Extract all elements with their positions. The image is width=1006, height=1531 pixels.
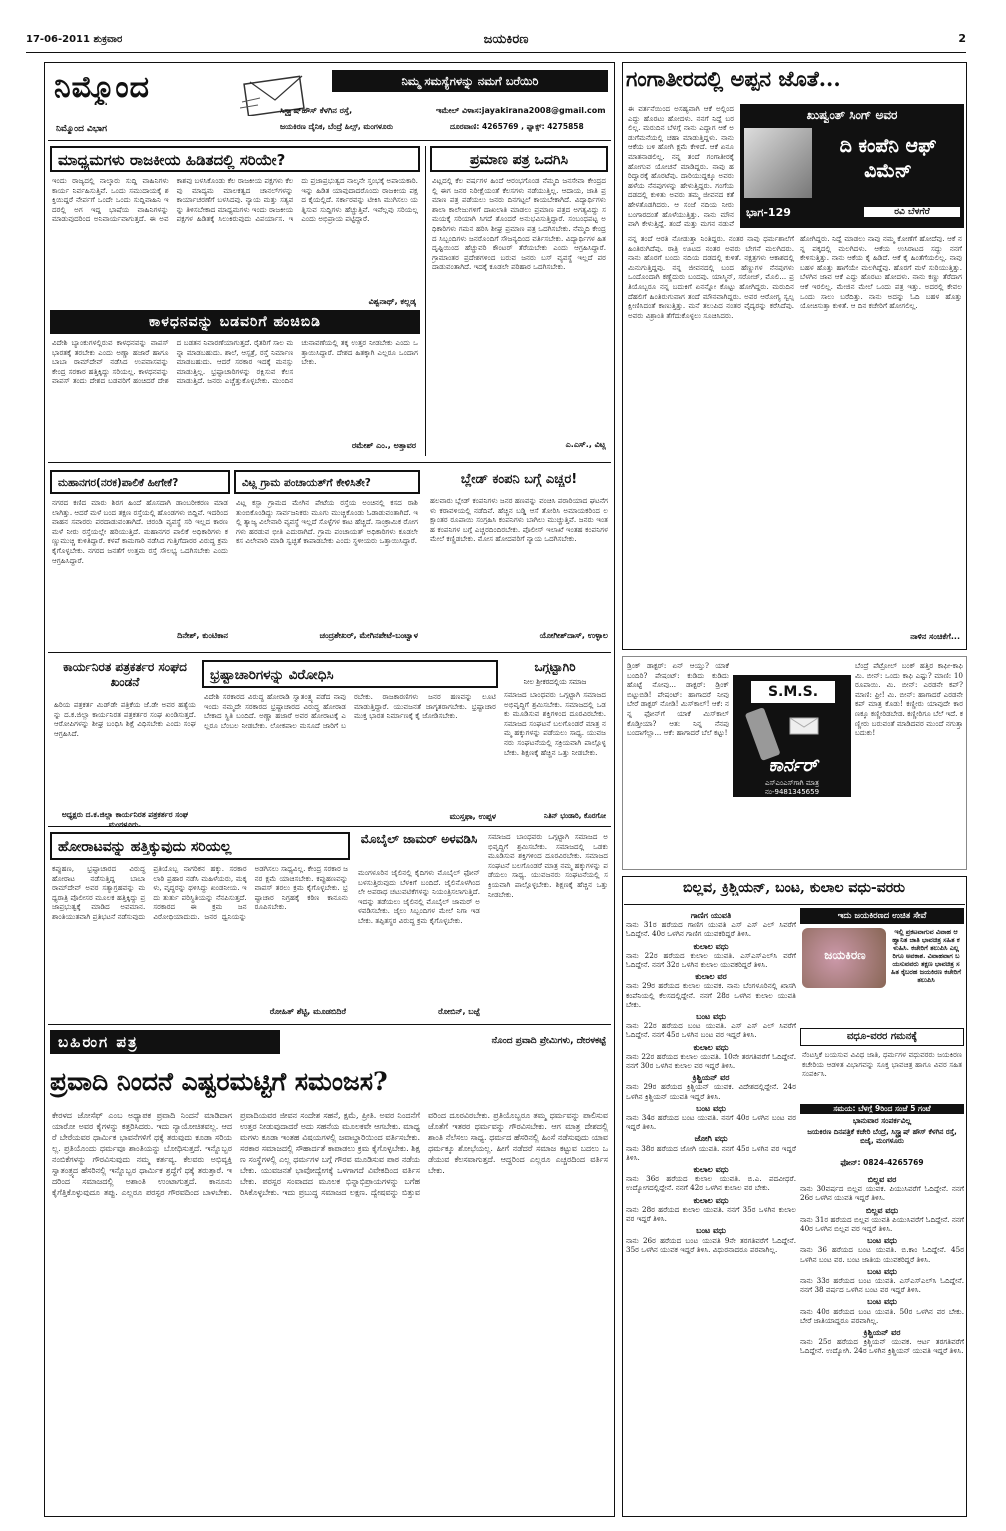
matrimony-heading: ಕುಲಾಲ ವಧು xyxy=(693,1041,729,1052)
article-body-jammer: ಮಂಗಳೂರಿನ ಜೈಲಿನಲ್ಲಿ ಕೈದಿಗಳು ಮೊಬೈಲ್ ಫೋನ್ ಬಳಸುತ್ತಿರುವುದು ಬೆಳಕಿಗೆ ಬಂದಿದೆ. ಜೈಲಿನೊಳಗಿಂದಲೇ ಅಪರಾಧ ಚಟುವಟಿಕೆಗಳನ್ನು ನಿಯಂತ್ರಿಸಲಾಗುತ್ತಿದೆ. ಇದನ್ನು ತಡೆಯಲು ಜೈಲಿನಲ್ಲಿ ಮೊಬೈಲ್ ಜಾಮರ್ ಅಳವಡಿಸಬೇಕು. ಜೈಲು ಸಿಬ್ಬಂದಿಗಳ ಮೇಲೆ ನಿಗಾ ಇಡಬೇಕು. ತಪ್ಪಿತಸ್ಥರ ವಿರುದ್ಧ ಕ್ರಮ ಕೈಗೊಳ್ಳಬೇಕು. xyxy=(358,868,480,925)
matrimony-heading: ಬಂಟ ವಧು xyxy=(696,1225,726,1236)
vadhu-entries-right xyxy=(800,1175,964,1356)
sms-brand: ಕಾರ್ನರ್ xyxy=(768,755,818,776)
vadhu-entries-left xyxy=(626,911,796,1254)
matrimony-heading: ಕುಲಾಲ ವಧು xyxy=(693,940,729,951)
matrimony-entry: ನಾನು 38ರ ಹರೆಯದ ಜೋಗಿ ಯುವತಿ. ನನಗೆ 45ರ ಒಳಗಿನ ವರ ಇದ್ದರೆ ತಿಳಿಸಿ. xyxy=(626,1143,796,1162)
nimmonda-address1: ಸಿಸ್ಟ್ರ್ಯಾಷ್‌ಹೌಸ್ ಕೆಳಗಿನ ರಸ್ತೆ, xyxy=(280,106,353,115)
divider xyxy=(48,140,611,141)
article-body-patrakartha: ಹಿರಿಯ ಪತ್ರಕರ್ತ ಮಿಡ್‌ಡೇ ಪತ್ರಿಕೆಯ ಜೆ.ಡೇ ಅವರ ಹತ್ಯೆಯನ್ನು ದ.ಕ.ಜಿಲ್ಲಾ ಕಾರ್ಯನಿರತ ಪತ್ರಕರ್ತರ ಸಂಘ ಖಂಡಿಸುತ್ತದೆ. ಆರೋಪಿಗಳನ್ನು ಶೀಘ್ರ ಬಂಧಿಸಿ ಶಿಕ್ಷೆ ವಿಧಿಸಬೇಕು ಎಂದು ಸಂಘ ಆಗ್ರಹಿಸಿದೆ. xyxy=(54,700,196,738)
article-byline-jammer: ರೋಬಿನ್, ಬಜ್ಪೆ xyxy=(438,1007,480,1016)
matrimony-entry: ನಾನು 28ರ ಹರೆಯದ ಕುಲಾಲ ಯುವತಿ. ನನಗೆ 35ರ ಒಳಗಿನ ಕುಲಾಲ ವರ ಇದ್ದರೆ ತಿಳಿಸಿ. xyxy=(626,1204,796,1224)
serial-translator: ರವಿ ಬೆಳಗೆರೆ xyxy=(864,207,960,217)
bahiranga-sub: ನೊಂದ ಪ್ರವಾದಿ ಪ್ರೇಮಿಗಳು, ದೇರಳಕಟ್ಟೆ xyxy=(491,1036,606,1046)
article-body-horata: ಕಪ್ಪುಹಣ, ಭ್ರಷ್ಟಾಚಾರದ ವಿರುದ್ಧ ಹೋರಾಟ ನಡೆಸುತ್ತಿದ್ದ ಬಾಬಾ ರಾಮ್‌ದೇವ್ ಅವರ ಸತ್ಯಾಗ್ರಹವನ್ನು ಮಧ್ಯರಾತ್ರಿ ಪೊಲೀಸರ ಮೂಲಕ ಹತ್ತಿಕ್ಕಿದ್ದು ಪ್ರಜಾಪ್ರಭುತ್ವಕ್ಕೆ ಮಾಡಿದ ಅವಮಾನ. ಶಾಂತಿಯುತವಾಗಿ ಪ್ರತಿಭಟನೆ ನಡೆಸುವುದು ಪ್ರತಿಯೊಬ್ಬ ನಾಗರಿಕನ ಹಕ್ಕು. ಸರಕಾರ ಲಾಠಿ ಪ್ರಹಾರ ನಡೆಸಿ ಮಹಿಳೆಯರು, ಮಕ್ಕಳು, ವೃದ್ಧರನ್ನು ಥಳಿಸಿದ್ದು ಖಂಡನೀಯ. ಇದು ತುರ್ತು ಪರಿಸ್ಥಿತಿಯನ್ನು ನೆನಪಿಸುತ್ತದೆ. ಸರಕಾರದ ಈ ಕ್ರಮ ಜನವಿರೋಧಿಯಾದುದು. ಜನರ ಧ್ವನಿಯನ್ನು ಅಡಗಿಸಲು ಸಾಧ್ಯವಿಲ್ಲ. ಕೇಂದ್ರ ಸರಕಾರ ಜನರ ಕ್ಷಮೆ ಯಾಚಿಸಬೇಕು. ಕಪ್ಪುಹಣವನ್ನು ವಾಪಸ್ ತರಲು ಕ್ರಮ ಕೈಗೊಳ್ಳಬೇಕು. ಭ್ರಷ್ಟಾಚಾರ ನಿಗ್ರಹಕ್ಕೆ ಕಠಿಣ ಕಾನೂನು ರೂಪಿಸಬೇಕು. xyxy=(52,864,348,921)
nimmonda-phone: ದೂರವಾಣಿ: 4265769 , ಫ್ಯಾಕ್ಸ್: 4275858 xyxy=(450,122,584,131)
vadhu-list-left xyxy=(626,908,796,1512)
matrimony-entry: ನಾನು 33ರ ಹರೆಯದ ಬಂಟ ಯುವತಿ. ಎಸ್‌ಎಸ್‌ಎಲ್‌ಸಿ ಓದಿದ್ದೇನೆ. ನನಗೆ 38 ವರ್ಷದ ಒಳಗಿನ ಬಂಟ ವರ ಇದ್ದರೆ ತಿಳಿಸಿ. xyxy=(800,1276,964,1295)
matrimony-entry: ನಾನು 40ರ ಹರೆಯದ ಬಂಟ ಯುವತಿ. 50ರ ಒಳಗಿನ ವರ ಬೇಕು. ಬೇರೆ ಜಾತಿಯಾದ್ದರೂ ಪರವಾಗಿಲ್ಲ. xyxy=(800,1306,964,1325)
vadhu-service-bar: ಇದು ಜಯಕಿರಣದ ಉಚಿತ ಸೇವೆ xyxy=(800,908,964,924)
bahiranga-title: ಬಹಿರಂಗ ಪತ್ರ xyxy=(50,1030,280,1054)
matrimony-heading: ಗಾಣಿಗ ಯುವತಿ xyxy=(690,910,732,920)
issue-date: 17-06-2011 ಶುಕ್ರವಾರ xyxy=(26,34,123,45)
vadhu-office: ಜಯಕಿರಣ ದಿನಪತ್ರಿಕೆ ಕಚೇರಿ ಬೆಂದ್ರೆ, ಸಿಸ್ಟ್ರ್ಯಾಷ್ ಹೌಸ್ ಕೆಳಗಿನ ರಸ್ತೆ, ಬಿಜೈ, ಮಂಗಳೂರು xyxy=(807,1128,957,1145)
serial-body-left: ನನ್ನ ತಂದೆ ಆರತಿ ನೋಡುತ್ತಾ ನಿಂತಿದ್ದರು. ನಂತರ ನಾವು ಧರ್ಮಶಾಲೆಗೆ ಹಿಂತಿರುಗಿದೆವು. ರಾತ್ರಿ ಊಟದ ನಂತರ ಅವರು ಬೇಗನೆ ಮಲಗಿದರು. ನಾನು ಹೊರಗೆ ಬಂದು ನದಿಯ ದಡದಲ್ಲಿ ಕುಳಿತೆ. ನಕ್ಷತ್ರಗಳು ಆಕಾಶದಲ್ಲಿ ಮಿನುಗುತ್ತಿದ್ದವು. ನನ್ನ ಜೀವನದಲ್ಲಿ ಬಂದ ಹೆಣ್ಣುಗಳ ನೆನಪುಗಳು ಒಂದೊಂದಾಗಿ ಕಣ್ಣೆದುರು ಬಂದವು. ಯಾಸ್ಮಿನ್, ಸರೋಜ್, ಮೊಲಿ... ಪ್ರತಿಯೊಬ್ಬರೂ ನನ್ನ ಬದುಕಿಗೆ ಏನನ್ನೋ ಕೊಟ್ಟು ಹೋಗಿದ್ದರು. ಮರುದಿನ ದೆಹಲಿಗೆ ಹಿಂತಿರುಗುವಾಗ ತಂದೆ ಮೌನವಾಗಿದ್ದರು. ಅವರ ಆರೋಗ್ಯ ಸ್ವಲ್ಪ ಕ್ಷೀಣಿಸಿದಂತೆ ಕಾಣುತ್ತಿತ್ತು. ಮನೆ ತಲುಪಿದ ನಂತರ ವೈದ್ಯರನ್ನು ಕರೆಸಿದೆವು. ಅವರು ವಿಶ್ರಾಂತಿ ತೆಗೆದುಕೊಳ್ಳಲು ಸೂಚಿಸಿದರು. xyxy=(628,234,794,320)
article-byline-mahanagara: ದಿನೇಶ್, ಕುಂಟಿಕಾನ xyxy=(177,631,228,640)
nimmonda-section: ನಿಮ್ಮೊಂದ ವಿಭಾಗ xyxy=(56,124,108,134)
matrimony-entry: ನಾನು 30ವರ್ಷದ ಬಿಲ್ಲವ ಯುವಕ. ಪಿಯುಸಿವರೆಗೆ ಓದಿದ್ದೇನೆ. ನನಗೆ 26ರ ಒಳಗಿನ ಯುವತಿ ಇದ್ದರೆ ತಿಳಿಸಿ. xyxy=(800,1184,964,1203)
article-byline-oggattu: ನಿತಿನ್ ಭಂಡಾರಿ, ಕೊರಗೋ xyxy=(544,812,606,820)
serial-photo xyxy=(744,128,812,198)
matrimony-entry: ನಾನು 22ರ ಹರೆಯದ ಕುಲಾಲ ಯುವತಿ. ಎಸ್ಎಸ್ಎಲ್‌ಸಿ ವರೆಗೆ ಓದಿದ್ದೇನೆ. ನನಗೆ 32ರ ಒಳಗಿನ ಕುಲಾಲ ಯುವಕರಿದ್ದರೆ ತಿಳಿಸಿ. xyxy=(626,950,796,970)
matrimony-heading: ಬಂಟ ವಧು xyxy=(867,1265,897,1276)
article-pramana-column xyxy=(425,146,611,456)
article-sub-oggattu: ನೀಲ ಶ್ರೀಕರದಲ್ಲಿಯ ಸಮಾಜ xyxy=(523,678,587,686)
serial-author: ಖುಷ್ವಂತ್ ಸಿಂಗ್ ಅವರ xyxy=(806,108,898,122)
serial-body-right: ಹೋಗಿದ್ದರು. ನಿದ್ದೆ ಮಾಡಲು ನಾವು ನಮ್ಮ ಕೋಣೆಗೆ ಹೋದೆವು. ಆಕೆ ನನ್ನ ಪಕ್ಕದಲ್ಲಿ ಮಲಗಿದಳು. ಆಕೆಯ ಉಸಿರಾಟದ ಸದ್ದು ನನಗೆ ಕೇಳಿಸುತ್ತಿತ್ತು. ನಾನು ಆಕೆಯ ಕೈ ಹಿಡಿದೆ. ಆಕೆ ಕೈ ಹಿಂತೆಗೆಯಲಿಲ್ಲ. ನಾವು ಬಹಳ ಹೊತ್ತು ಹಾಗೆಯೇ ಮಲಗಿದ್ದೆವು. ಹೊರಗೆ ಮಳೆ ಸುರಿಯುತ್ತಿತ್ತು. ಬೆಳಗಿನ ಜಾವ ಆಕೆ ಎದ್ದು ಹೊರಟು ಹೋದಳು. ನಾನು ಕಣ್ಣು ತೆರೆದಾಗ ಆಕೆ ಇರಲಿಲ್ಲ. ಮೇಜಿನ ಮೇಲೆ ಒಂದು ಪತ್ರ ಇತ್ತು. ಅದರಲ್ಲಿ ಕೇವಲ ಒಂದು ಸಾಲು ಬರೆದಿತ್ತು. ನಾನು ಅದನ್ನು ಓದಿ ಬಹಳ ಹೊತ್ತು ಯೋಚಿಸುತ್ತಾ ಕುಳಿತೆ. ಆ ದಿನ ಕಚೇರಿಗೆ ಹೋಗಲಿಲ್ಲ. xyxy=(800,234,962,311)
article-title-mahanagara: ಮಹಾನಗರ(ನರಕ)ಪಾಲಿಕೆ ಹೀಗೇಕೆ? xyxy=(50,470,230,494)
matrimony-entry: ನಾನು 29ರ ಹರೆಯದ ಕುಲಾಲ ಯುವಕ. ನಾನು ಬೆಂಗಳೂರಿನಲ್ಲಿ ಖಾಸಗಿ ಕಂಪೆನಿಯಲ್ಲಿ ಕೆಲಸದಲ್ಲಿದ್ದೇನೆ. ನನಗೆ 28ರ ಒಳಗಿನ ಕುಲಾಲ ಯುವತಿ ಬೇಕು. xyxy=(626,981,796,1009)
nimmonda-email: ಇಮೇಲ್ ವಿಳಾಸ:jayakirana2008@gmail.com xyxy=(436,106,606,115)
article-body-bhrashta: ವಿದೇಶಿ ಸರಕಾರದ ವಿರುದ್ಧ ಹೋರಾಡಿ ಸ್ವಾತಂತ್ರ್ಯ ಪಡೆದ ನಾವು ಇಂದು ನಮ್ಮದೇ ಸರಕಾರದ ಭ್ರಷ್ಟಾಚಾರದ ವಿರುದ್ಧ ಹೋರಾಡಬೇಕಾದ ಸ್ಥಿತಿ ಬಂದಿದೆ. ಅಣ್ಣಾ ಹಜಾರೆ ಅವರ ಹೋರಾಟಕ್ಕೆ ಎಲ್ಲರೂ ಬೆಂಬಲ ನೀಡಬೇಕು. ಲೋಕಪಾಲ ಮಸೂದೆ ಜಾರಿಗೆ ಬರಬೇಕು. ರಾಜಕಾರಣಿಗಳು ಜನರ ಹಣವನ್ನು ಲೂಟಿ ಮಾಡುತ್ತಿದ್ದಾರೆ. ಯುವಜನತೆ ಜಾಗೃತರಾಗಬೇಕು. ಭ್ರಷ್ಟಾಚಾರ ಮುಕ್ತ ಭಾರತ ನಿರ್ಮಾಣಕ್ಕೆ ಕೈ ಜೋಡಿಸಬೇಕು. xyxy=(204,692,496,730)
matrimony-entry: ನಾನು 29ರ ಹರೆಯದ ಕ್ರಿಶ್ಚಿಯನ್ ಯುವಕ. ವಿದೇಶದಲ್ಲಿದ್ದೇನೆ. 24ರ ಒಳಗಿನ ಕ್ರಿಶ್ಚಿಯನ್ ಯುವತಿ ಇದ್ದರೆ ತಿಳಿಸಿ. xyxy=(626,1082,796,1101)
matrimony-entry: ನಾನು 22ರ ಹರೆಯದ ಬಂಟ ಯುವತಿ. ಎಸ್ ಎಸ್ ಎಲ್ ಸಿವರೆಗೆ ಓದಿದ್ದೇನೆ. ನನಗೆ 45ರ ಒಳಗಿನ ಬಂಟ ವರ ಇದ್ದರೆ ತಿಳಿಸಿ. xyxy=(626,1021,796,1040)
matrimony-heading: ಬಂಟ ವಧು xyxy=(696,1011,726,1022)
serial-body-intro: ಈ ವರ್ತನೆಯಿಂದ ಅಸಹ್ಯವಾಗಿ ಆಕೆ ಅಲ್ಲಿಂದ ಎದ್ದು ಹೊರಟು ಹೋದಳು. ನನಗೆ ನಿದ್ದೆ ಬರಲಿಲ್ಲ. ಮರುದಿನ ಬೆಳಗ್ಗೆ ನಾನು ಎದ್ದಾಗ ಆಕೆ ಅಡುಗೆಮನೆಯಲ್ಲಿ ಚಹಾ ಮಾಡುತ್ತಿದ್ದಳು. ನಾನು ಆಕೆಯ ಬಳಿ ಹೋಗಿ ಕ್ಷಮೆ ಕೇಳಿದೆ. ಆಕೆ ಏನೂ ಮಾತನಾಡಲಿಲ್ಲ. ನನ್ನ ತಂದೆ ಗಂಗಾತೀರಕ್ಕೆ ಹೋಗುವ ಯೋಚನೆ ಮಾಡಿದ್ದರು. ನಾವು ಹರಿದ್ವಾರಕ್ಕೆ ಹೊರಟೆವು. ದಾರಿಯುದ್ದಕ್ಕೂ ಅವರು ಹಳೆಯ ನೆನಪುಗಳನ್ನು ಹೇಳುತ್ತಿದ್ದರು. ಗಂಗೆಯ ದಡದಲ್ಲಿ ಕುಳಿತು ಅವರು ತಮ್ಮ ಜೀವನದ ಕತೆ ಹೇಳತೊಡಗಿದರು. ಆ ಸಂಜೆ ನದಿಯ ನೀರು ಬಂಗಾರದಂತೆ ಹೊಳೆಯುತ್ತಿತ್ತು. ನಾನು ಮೌನವಾಗಿ ಕೇಳುತ್ತಿದ್ದೆ. ತಂದೆ ಮತ್ತು ಮಗನ ನಡುವೆ xyxy=(628,104,734,229)
article-body-blade: ಹಲವಾರು ಬ್ಲೇಡ್ ಕಂಪನಿಗಳು ಜನರ ಹಣವನ್ನು ವಂಚಿಸಿ ಪರಾರಿಯಾದ ಘಟನೆಗಳು ಕರಾವಳಿಯಲ್ಲಿ ನಡೆದಿವೆ. ಹೆಚ್ಚಿನ ಬಡ್ಡಿ ಆಸೆ ತೋರಿಸಿ ಅಮಾಯಕರಿಂದ ಲಕ್ಷಾಂತರ ರೂಪಾಯಿ ಸಂಗ್ರಹಿಸಿ ಕಂಪನಿಗಳು ಬಾಗಿಲು ಮುಚ್ಚುತ್ತಿವೆ. ಜನರು ಇಂತಹ ಕಂಪನಿಗಳ ಬಗ್ಗೆ ಎಚ್ಚರದಿಂದಿರಬೇಕು. ಪೊಲೀಸ್ ಇಲಾಖೆ ಇಂತಹ ಕಂಪನಿಗಳ ಮೇಲೆ ಕಣ್ಣಿಡಬೇಕು. ಮೋಸ ಹೋದವರಿಗೆ ನ್ಯಾಯ ಒದಗಿಸಬೇಕು. xyxy=(430,496,608,544)
page-number: 2 xyxy=(958,32,966,45)
divider xyxy=(48,1024,611,1025)
vadhu-gamana-title: ವಧೂ-ವರರ ಗಮನಕ್ಕೆ xyxy=(800,1028,964,1046)
article-byline-pramana: ಎ.ಎಸ್., ವಿಟ್ಲ xyxy=(565,440,606,449)
article-title-horata: ಹೋರಾಟವನ್ನು ಹತ್ತಿಕ್ಕುವುದು ಸರಿಯಲ್ಲ xyxy=(50,832,350,860)
sms-corner xyxy=(622,656,967,870)
article-body-pramana: ವಿಟ್ಲದಲ್ಲಿ ಕೆಲ ವರ್ಷಗಳ ಹಿಂದೆ ಆರಂಭಗೊಂಡ ನೆಮ್ಮದಿ ಜನಸೇವಾ ಕೇಂದ್ರದಲ್ಲಿ ಈಗ ಜನರ ನಿರೀಕ್ಷೆಯಂತೆ ಕೆಲಸಗಳು ನಡೆಯುತ್ತಿಲ್ಲ. ಆದಾಯ, ಜಾತಿ ಪ್ರಮಾಣ ಪತ್ರ ಪಡೆಯಲು ಜನರು ದಿನಗಟ್ಟಲೆ ಕಾಯಬೇಕಾಗಿದೆ. ವಿದ್ಯಾರ್ಥಿಗಳು ಶಾಲಾ ಕಾಲೇಜುಗಳಿಗೆ ದಾಖಲಾತಿ ಮಾಡಲು ಪ್ರಮಾಣ ಪತ್ರದ ಅಗತ್ಯವಿದ್ದು ಸಮಯಕ್ಕೆ ಸರಿಯಾಗಿ ಸಿಗದೆ ತೊಂದರೆ ಅನುಭವಿಸುತ್ತಿದ್ದಾರೆ. ಸಂಬಂಧಪಟ್ಟ ಅಧಿಕಾರಿಗಳು ಗಮನ ಹರಿಸಿ ಶೀಘ್ರ ಪ್ರಮಾಣ ಪತ್ರ ಒದಗಿಸಬೇಕು. ನೆಮ್ಮದಿ ಕೇಂದ್ರದ ಸಿಬ್ಬಂದಿಗಳು ಜನರೊಂದಿಗೆ ಸೌಜನ್ಯದಿಂದ ವರ್ತಿಸಬೇಕು. ವಿದ್ಯಾರ್ಥಿಗಳ ಹಿತದೃಷ್ಟಿಯಿಂದ ಹೆಚ್ಚುವರಿ ಕೌಂಟರ್ ತೆರೆಯಬೇಕು ಎಂದು ಆಗ್ರಹಿಸಿದ್ದಾರೆ. ಗ್ರಾಮಾಂತರ ಪ್ರದೇಶಗಳಿಂದ ಬರುವ ಜನರು ಬಸ್ ವ್ಯವಸ್ಥೆ ಇಲ್ಲದೆ ಪರದಾಡುವಂತಾಗಿದೆ. ಇದಕ್ಕೆ ಕೂಡಲೇ ಪರಿಹಾರ ಒದಗಿಸಬೇಕು. xyxy=(432,176,606,272)
article-body-oggattu-cont: ಸಮಾಜದ ಬಾಂಧವರು ಒಗ್ಗಟ್ಟಾಗಿ ಸಮಾಜದ ಅಭಿವೃದ್ಧಿಗೆ ಶ್ರಮಿಸಬೇಕು. ಸಮಾಜದಲ್ಲಿ ಒಡಕು ಮೂಡಿಸುವ ಶಕ್ತಿಗಳಿಂದ ದೂರವಿರಬೇಕು. ಸಮಾಜದ ಸಂಘಟನೆ ಬಲಗೊಂಡರೆ ಮಾತ್ರ ನಮ್ಮ ಹಕ್ಕುಗಳನ್ನು ಪಡೆಯಲು ಸಾಧ್ಯ. ಯುವಜನರು ಸಂಘಟನೆಯಲ್ಲಿ ಸಕ್ರಿಯವಾಗಿ ಪಾಲ್ಗೊಳ್ಳಬೇಕು. ಶಿಕ್ಷಣಕ್ಕೆ ಹೆಚ್ಚಿನ ಒತ್ತು ನೀಡಬೇಕು. xyxy=(488,832,608,899)
vadhu-phone: ಫೋನ್: 0824-4265769 xyxy=(840,1158,924,1167)
nimmonda-masthead xyxy=(50,66,610,138)
vadhu-time: ಸಮಯ: ಬೆಳಗ್ಗೆ 9ರಿಂದ ಸಂಜೆ 5 ಗಂಟೆ xyxy=(800,1104,964,1114)
vadhu-ad-text: ಇಲ್ಲಿ ಪ್ರಕಟವಾಗುವ ವಿವಾಹ ಆಹ್ವಾನಿತ ಜಾತಿ ಭಾವಚಿತ್ರ ಸಹಿತ ಕಳುಹಿಸಿ. ಕಚೇರಿಗೆ ತಲುಪಿಸಿ ಎಲ್ಲರಿಗೂ ಅವಕಾಶ. ವಿವಾಹವಾಗ ಬಯಸುವವರು ತಕ್ಷಣ ಭಾವಚಿತ್ರ ಸಹಿತ ಕೈಬರಹ ಜಯಕಿರಣ ಕಚೇರಿಗೆ ತಲುಪಿಸಿ xyxy=(890,928,962,984)
divider xyxy=(48,826,611,827)
article-title-blade: ಬ್ಲೇಡ್ ಕಂಪನಿ ಬಗ್ಗೆ ಎಚ್ಚರ! xyxy=(460,472,578,487)
matrimony-entry: ನಾನು 25ರ ಹರೆಯದ ಕ್ರಿಶ್ಚಿಯನ್ ಯುವಕ. ಆರ್ಟ ತರಗತಿವರೆಗೆ ಓದಿದ್ದೇನೆ. ಉದ್ಯೋಗಿ. 24ರ ಒಳಗಿನ ಕ್ರಿಶ್ಚಿಯನ್ ಯುವತಿ ಇದ್ದರೆ ತಿಳಿಸಿ. xyxy=(800,1337,964,1356)
nimmonda-tagline: ನಿಮ್ಮ ಸಮಸ್ಯೆಗಳನ್ನು ನಮಗೆ ಬರೆಯಿರಿ xyxy=(332,70,608,92)
article-byline-blade: ಯೋಗೀಶ್‌ದಾಸ್, ಉಳ್ಳಾಲ xyxy=(539,631,608,640)
vadhu-ad xyxy=(800,926,964,1024)
article-title-bhrashta: ಭ್ರಷ್ಟಾಚಾರಿಗಳನ್ನು ವಿರೋಧಿಸಿ xyxy=(202,660,498,688)
matrimony-heading: ಕ್ರಿಶ್ಚಿಯನ್ ವರ xyxy=(692,1072,730,1083)
serial-continued: ನಾಳಿನ ಸಂಚಿಕೆಗೆ... xyxy=(910,632,960,641)
paper-name: ಜಯಕಿರಣ xyxy=(483,32,529,47)
matrimony-heading: ಕುಲಾಲ ವಧು xyxy=(693,1164,729,1175)
matrimony-heading: ಜೋಗಿ ವಧು xyxy=(694,1133,728,1144)
matrimony-entry: ನಾನು 34ರ ಹರೆಯದ ಬಂಟ ಯುವತಿ. ನನಗೆ 40ರ ಒಳಗಿನ ಬಂಟ ವರ ಇದ್ದರೆ ತಿಳಿಸಿ. xyxy=(626,1113,796,1132)
matrimony-entry: ನಾನು 36ರ ಹರೆಯದ ಕುಲಾಲ ಯುವತಿ. ಬಿ.ಎ. ಪದವೀಧರೆ. ಉದ್ಯೋಗದಲ್ಲಿದ್ದೇನೆ. ನನಗೆ 42ರ ಒಳಗಿನ ಕುಲಾಲ ವರ ಬೇಕು. xyxy=(626,1174,796,1193)
vadhu-list-right xyxy=(800,1172,964,1512)
article-title-pramana: ಪ್ರಮಾಣ ಪತ್ರ ಒದಗಿಸಿ xyxy=(430,146,608,172)
article-body-pravadi: ಕೇರಳದ ಜೋಸೆಫ್ ಎಂಬ ಅಧ್ಯಾಪಕ ಪ್ರವಾದಿ ನಿಂದನೆ ಮಾಡಿದಾಗ ಯಾರೋ ಅವರ ಕೈಗಳನ್ನು ಕತ್ತರಿಸಿದರು. ಇದು ನ್ಯಾಯೋಚಿತವಲ್ಲ. ಆದರೆ ಬೇರೆಯವರ ಧಾರ್ಮಿಕ ಭಾವನೆಗಳಿಗೆ ಧಕ್ಕೆ ತರುವುದು ಕೂಡಾ ಸರಿಯಲ್ಲ. ಪ್ರತಿಯೊಂದು ಧರ್ಮವೂ ಶಾಂತಿಯನ್ನು ಬೋಧಿಸುತ್ತದೆ. ಇನ್ನೊಬ್ಬರ ನಂಬಿಕೆಗಳನ್ನು ಗೌರವಿಸುವುದು ನಮ್ಮ ಕರ್ತವ್ಯ. ಕೆಲವರು ಅಭಿವ್ಯಕ್ತಿ ಸ್ವಾತಂತ್ರ್ಯದ ಹೆಸರಿನಲ್ಲಿ ಇನ್ನೊಬ್ಬರ ಧಾರ್ಮಿಕ ಶ್ರದ್ಧೆಗೆ ಧಕ್ಕೆ ತರುತ್ತಾರೆ. ಇದರಿಂದ ಸಮಾಜದಲ್ಲಿ ಅಶಾಂತಿ ಉಂಟಾಗುತ್ತದೆ. ಕಾನೂನು ಕೈಗೆತ್ತಿಕೊಳ್ಳುವುದೂ ತಪ್ಪು. ಎಲ್ಲರೂ ಪರಸ್ಪರ ಗೌರವದಿಂದ ಬಾಳಬೇಕು. ಪ್ರವಾದಿಯವರ ಜೀವನ ಸಂದೇಶ ಸಹನೆ, ಕ್ಷಮೆ, ಪ್ರೀತಿ. ಅವರ ನಿಂದನೆಗೆ ಉತ್ತರ ನೀಡುವುದಾದರೆ ಅದು ಸಹನೆಯ ಮೂಲಕವೇ ಆಗಬೇಕು. ಮಾಧ್ಯಮಗಳು ಕೂಡಾ ಇಂತಹ ವಿಷಯಗಳಲ್ಲಿ ಜವಾಬ್ದಾರಿಯಿಂದ ವರ್ತಿಸಬೇಕು. ಸರಕಾರ ಸಮಾಜದಲ್ಲಿ ಸೌಹಾರ್ದತೆ ಕಾಪಾಡಲು ಕ್ರಮ ಕೈಗೊಳ್ಳಬೇಕು. ಶಿಕ್ಷಣ ಸಂಸ್ಥೆಗಳಲ್ಲಿ ಎಲ್ಲ ಧರ್ಮಗಳ ಬಗ್ಗೆ ಗೌರವ ಮೂಡಿಸುವ ಪಾಠ ನಡೆಯಬೇಕು. ಯುವಜನತೆ ಭಾವೋದ್ವೇಗಕ್ಕೆ ಒಳಗಾಗದೆ ವಿವೇಕದಿಂದ ವರ್ತಿಸಬೇಕು. ಪರಸ್ಪರ ಸಂವಾದದ ಮೂಲಕ ಭಿನ್ನಾಭಿಪ್ರಾಯಗಳನ್ನು ಬಗೆಹರಿಸಿಕೊಳ್ಳಬೇಕು. ಇದು ಪ್ರಬುದ್ಧ ಸಮಾಜದ ಲಕ್ಷಣ. ದ್ವೇಷವನ್ನು ಬಿತ್ತುವವರಿಂದ ದೂರವಿರಬೇಕು. ಪ್ರತಿಯೊಬ್ಬರೂ ತಮ್ಮ ಧರ್ಮವನ್ನು ಪಾಲಿಸುವ ಜೊತೆಗೆ ಇತರರ ಧರ್ಮವನ್ನು ಗೌರವಿಸಬೇಕು. ಆಗ ಮಾತ್ರ ದೇಶದಲ್ಲಿ ಶಾಂತಿ ನೆಲೆಸಲು ಸಾಧ್ಯ. ಧರ್ಮದ ಹೆಸರಿನಲ್ಲಿ ಹಿಂಸೆ ನಡೆಸುವುದು ಯಾವ ಧರ್ಮಕ್ಕೂ ಶೋಭೆಯಲ್ಲ. ಹೀಗೆ ನಡೆದರೆ ಸಮಾಜ ಕಟ್ಟುವ ಬದಲು ಒಡೆಯುವ ಕೆಲಸವಾಗುತ್ತದೆ. ಆದ್ದರಿಂದ ಎಲ್ಲರೂ ಎಚ್ಚರದಿಂದ ವರ್ತಿಸಬೇಕು. xyxy=(52,1111,608,1197)
nimmonda-title: ನಿಮ್ಮೊಂದ xyxy=(54,70,151,105)
divider xyxy=(48,652,611,653)
matrimony-entry: ನಾನು 36 ಹರೆಯದ ಬಂಟ ಯುವತಿ. ಬಿ.ಕಾಂ ಓದಿದ್ದೇನೆ. 45ರ ಒಳಗಿನ ಬಂಟ ವರ. ಬಂಟ ಜಾತಿಯ ಯುವಕರಿದ್ದರೆ ತಿಳಿಸಿ. xyxy=(800,1245,964,1264)
sms-jokes-left: ಡ್ರಿಂಕ್ ಡಾಕ್ಟರ್: ಏನ್ ಆಯ್ತು? ಯಾಕೆ ಬಂದಿರಿ? ಪೇಷಂಟ್: ಕುಡಿದು ಕುಡಿದು ಹೊಟ್ಟೆ ನೋವು... ಡಾಕ್ಟರ್: ಡ್ರಿಂಕ್ ಬಿಟ್ಟುಬಿಡಿ! ಪೇಷಂಟ್: ಹಾಗಾದರೆ ನೀವು ಬೇರೆ ಡಾಕ್ಟರ್ ನೋಡಿ! ಮಿಸ್‌ಕಾಲ್! ಆಕೆ: ನನ್ನ ಫೋನ್‌ಗೆ ಯಾಕೆ ಮಿಸ್‌ಕಾಲ್ ಕೊಡ್ತೀಯಾ? ಆತ: ನಿನ್ನ ನೆನಪು ಬಂದಾಗೆಲ್ಲಾ... ಆಕೆ: ಹಾಗಾದರೆ ಬೆಲೆ ಕಟ್ಟು! xyxy=(627,661,729,738)
article-body-kaladhana: ವಿದೇಶಿ ಬ್ಯಾಂಕುಗಳಲ್ಲಿರುವ ಕಾಳಧನವನ್ನು ವಾಪಸ್ ಭಾರತಕ್ಕೆ ತರಬೇಕು ಎಂದು ಅಣ್ಣಾ ಹಜಾರೆ ಹಾಗೂ ಬಾಬಾ ರಾಮ್‌ದೇವ್ ನಡೆಸಿದ ಉಪವಾಸವನ್ನು ಕೇಂದ್ರ ಸರಕಾರ ಹತ್ತಿಕ್ಕಿದ್ದು ಸರಿಯಲ್ಲ. ಕಾಳಧನವನ್ನು ವಾಪಸ್ ತಂದು ದೇಶದ ಬಡವರಿಗೆ ಹಂಚಿದರೆ ದೇಶದ ಬಡತನ ನಿವಾರಣೆಯಾಗುತ್ತದೆ. ರೈತರಿಗೆ ಸಾಲ ಮನ್ನಾ ಮಾಡಬಹುದು. ಶಾಲೆ, ಆಸ್ಪತ್ರೆ, ರಸ್ತೆ ನಿರ್ಮಾಣ ಮಾಡಬಹುದು. ಆದರೆ ಸರಕಾರ ಇದಕ್ಕೆ ಮನಸ್ಸು ಮಾಡುತ್ತಿಲ್ಲ. ಭ್ರಷ್ಟಾಚಾರಿಗಳನ್ನು ರಕ್ಷಿಸುವ ಕೆಲಸ ಮಾಡುತ್ತಿದೆ. ಜನರು ಎಚ್ಚೆತ್ತುಕೊಳ್ಳಬೇಕು. ಮುಂದಿನ ಚುನಾವಣೆಯಲ್ಲಿ ತಕ್ಕ ಉತ್ತರ ನೀಡಬೇಕು ಎಂದು ಒತ್ತಾಯಿಸಿದ್ದಾರೆ. ದೇಶದ ಹಿತಕ್ಕಾಗಿ ಎಲ್ಲರೂ ಒಂದಾಗಬೇಕು. xyxy=(52,338,418,386)
article-title-kaladhana: ಕಾಳಧನವನ್ನು ಬಡವರಿಗೆ ಹಂಚಿಬಿಡಿ xyxy=(50,310,420,334)
article-byline-bhrashta: ಮುಸ್ತಫಾ, ಉಪ್ಪಳ xyxy=(449,812,496,821)
article-title-patrakartha: ಕಾರ್ಯನಿರತ ಪತ್ರಕರ್ತರ ಸಂಘದ ಖಂಡನೆ xyxy=(63,660,187,689)
sms-caption2: ನಂ-9481345659 xyxy=(764,788,820,796)
article-title-pravadi: ಪ್ರವಾದಿ ನಿಂದನೆ ಎಷ್ಟರಮಟ್ಟಿಗೆ ಸಮಂಜಸ? xyxy=(50,1067,388,1096)
matrimony-heading: ಬಂಟ ವಧು xyxy=(867,1235,897,1246)
serial-title: ಗಂಗಾತೀರದಲ್ಲಿ ಅಪ್ಪನ ಜೊತೆ... xyxy=(626,66,841,91)
divider xyxy=(624,904,965,905)
article-title-jammer: ಮೊಬೈಲ್ ಜಾಮರ್ ಅಳವಡಿಸಿ xyxy=(360,832,478,846)
matrimony-entry: ನಾನು 31ರ ಹರೆಯದ ಗಾಣಿಗ ಯುವತಿ ಎಸ್ ಎಸ್ ಎಲ್ ಸಿವರೆಗೆ ಓದಿದ್ದೇನೆ. 40ರ ಒಳಗಿನ ಗಾಣಿಗ ಯುವಕರಿದ್ದರೆ ತಿಳಿಸಿ. xyxy=(626,920,796,939)
sms-caption1: ಎಸ್‌ಎಂಎಸ್‌ಗಾಗಿ ಮಾತ್ರ xyxy=(765,779,819,787)
matrimony-entry: ನಾನು 26ರ ಹರೆಯದ ಬಂಟ ಯುವತಿ 9ನೇ ತರಗತಿವರೆಗೆ ಓದಿದ್ದೇನೆ. 35ರ ಒಳಗಿನ ಯುವಕ ಇದ್ದರೆ ತಿಳಿಸಿ. ವಿಧುರನಾದರೂ ಪರವಾಗಿಲ್ಲ. xyxy=(626,1235,796,1254)
matrimony-heading: ಬಂಟ ವಧು xyxy=(867,1296,897,1307)
serial-book-title: ದಿ ಕಂಪೆನಿ ಆಫ್ ವಿಮೆನ್ xyxy=(839,135,937,182)
vadhu-gamana-body: ನೆಂಟಸ್ತಿಕೆ ಬಯಸುವ ವಿವಿಧ ಜಾತಿ, ಧರ್ಮಗಳ ವಧುವರರು ಜಯಕಿರಣ ಕಚೇರಿಯ ಆಡಳಿತ ವಿಭಾಗವನ್ನು ಸೂಕ್ತ ಭಾವಚಿತ್ರ ಹಾಗೂ ವಿವರ ಸಹಿತ ಸಂಪರ್ಕಿಸಿ. xyxy=(802,1050,962,1079)
article-byline-patrakartha: ಅಧ್ಯಕ್ಷರು ದ.ಕ.ಜಿಲ್ಲಾ ಕಾರ್ಯನಿರತ ಪತ್ರಕರ್ತರ ಸಂಘ ಮಂಗಳೂರು. xyxy=(61,810,189,829)
article-title-oggattu: ಒಗ್ಗಟ್ಟಾಗಿರಿ xyxy=(534,660,576,674)
page-header xyxy=(26,30,966,52)
header-rule xyxy=(26,52,966,54)
serial-part: ಭಾಗ-129 xyxy=(746,206,791,219)
article-title-media: ಮಾಧ್ಯಮಗಳು ರಾಜಕೀಯ ಹಿಡಿತದಲ್ಲಿ ಸರಿಯೇ? xyxy=(50,146,420,172)
article-body-media: ಇಂದು ರಾಜ್ಯದಲ್ಲಿ ನಾಲ್ಕಾರು ಸುದ್ದಿ ವಾಹಿನಿಗಳು ಕಾರ್ಯ ನಿರ್ವಹಿಸುತ್ತಿವೆ. ಒಂದು ಸಮುದಾಯಕ್ಕೆ ಶಕ್ತಿಯಿದ್ದರೆ ನೇರ್ಪಗೆ ಒಂದೇ ಒಂದು ಸುದ್ದಿವಾಹಿನಿ ಇದರಲ್ಲಿ ಅಗ ಇದ್ದ ಭಾಷೆಯ ವಾಹಿನಿಗಳನ್ನು ಮಾಡುವುದರಿಂದ ಅನಿವಾರ್ಯವಾಗುತ್ತದೆ. ಈ ಅವಕಾಶವು ಬಳಸಿಕೊಂಡು ಕೆಲ ರಾಜಕೀಯ ಪಕ್ಷಗಳು ಕೆಲವು ಮಾದ್ಯಮ ಮಾಲಕತ್ವದ ಚಾನಲ್‌ಗಳನ್ನು ಕಾರ್ಯಾಚರಣೆಗೆ ಬಳಸಿದವು. ನ್ಯಾಯ ಮತ್ತು ಸತ್ಯವನ್ನು ತಿಳಿಸಬೇಕಾದ ಮಾಧ್ಯಮಗಳು ಇಂದು ರಾಜಕೀಯ ಪಕ್ಷಗಳ ಹಿಡಿತಕ್ಕೆ ಸಿಲುಕಿರುವುದು ವಿಪರ್ಯಾಸ. ಇದು ಪ್ರಜಾಪ್ರಭುತ್ವದ ನಾಲ್ಕನೇ ಸ್ತಂಭಕ್ಕೆ ಅಪಾಯಕಾರಿ. ಇನ್ನು ಹಿಡಿತ ಯಾವುದಾದರೊಂದು ರಾಜಕೀಯ ಪಕ್ಷದ ಕೈಯಲ್ಲಿದೆ. ಸರ್ಕಾರವನ್ನು ಟೀಕಿಸಿ ಮುಗಿಸಲು ಯತ್ನಿಸುವ ಸುದ್ದಿಗಳು ಹೆಚ್ಚುತ್ತಿವೆ. ಇವೆಲ್ಲವು ಸರಿಯಲ್ಲ ಎಂದು ಅಭಿಪ್ರಾಯ ಪಟ್ಟಿದ್ದಾರೆ. xyxy=(52,176,418,224)
sms-ad-box xyxy=(733,675,851,797)
article-title-vitla: ವಿಟ್ಲ ಗ್ರಾಮ ಪಂಚಾಯತ್‌ಗೆ ಕೇಳಿಸಿತೇ? xyxy=(234,470,420,494)
article-byline-vitla: ಚಂದ್ರಶೇಖರ್, ಮೇಗಿನಪೇಟೆ-ಬಂಟ್ವಾಳ xyxy=(319,631,418,640)
envelope-small-icon xyxy=(789,717,819,735)
matrimony-heading: ಬಿಲ್ಲವ ವರ xyxy=(867,1174,897,1184)
vadhu-closed: ಭಾನುವಾರ ಸಂಪರ್ಕವಿಲ್ಲ xyxy=(852,1116,912,1125)
article-body-mahanagara: ನಗರದ ಕಣಿದ ಮಾರು ಶಿರಗ ಹಿಂದೆ ಹೊಸದಾಗಿ ಡಾಂಬರೀಕರಣ ಮಾಡಲಾಗಿತ್ತು. ಆದರೆ ಮಳೆ ಬಂದ ತಕ್ಷಣ ರಸ್ತೆಯಲ್ಲಿ ಹೊಂಡಗಳು ಬಿದ್ದಿವೆ. ಇದರಿಂದ ವಾಹನ ಸವಾರರು ಪರದಾಡುವಂತಾಗಿದೆ. ಚರಂಡಿ ವ್ಯವಸ್ಥೆ ಸರಿ ಇಲ್ಲದ ಕಾರಣ ಮಳೆ ನೀರು ರಸ್ತೆಯಲ್ಲೇ ಹರಿಯುತ್ತಿದೆ. ಮಹಾನಗರ ಪಾಲಿಕೆ ಅಧಿಕಾರಿಗಳು ಕಣ್ಣುಮುಚ್ಚಿ ಕುಳಿತಿದ್ದಾರೆ. ಕಳಪೆ ಕಾಮಗಾರಿ ನಡೆಸಿದ ಗುತ್ತಿಗೆದಾರರ ವಿರುದ್ಧ ಕ್ರಮ ಕೈಗೊಳ್ಳಬೇಕು. ನಗರದ ಜನತೆಗೆ ಉತ್ತಮ ರಸ್ತೆ ಸೌಲಭ್ಯ ಒದಗಿಸಬೇಕು ಎಂದು ಆಗ್ರಹಿಸಿದ್ದಾರೆ. xyxy=(52,498,228,565)
article-body-oggattu: ಸಮಾಜದ ಬಾಂಧವರು ಒಗ್ಗಟ್ಟಾಗಿ ಸಮಾಜದ ಅಭಿವೃದ್ಧಿಗೆ ಶ್ರಮಿಸಬೇಕು. ಸಮಾಜದಲ್ಲಿ ಒಡಕು ಮೂಡಿಸುವ ಶಕ್ತಿಗಳಿಂದ ದೂರವಿರಬೇಕು. ಸಮಾಜದ ಸಂಘಟನೆ ಬಲಗೊಂಡರೆ ಮಾತ್ರ ನಮ್ಮ ಹಕ್ಕುಗಳನ್ನು ಪಡೆಯಲು ಸಾಧ್ಯ. ಯುವಜನರು ಸಂಘಟನೆಯಲ್ಲಿ ಸಕ್ರಿಯವಾಗಿ ಪಾಲ್ಗೊಳ್ಳಬೇಕು. ಶಿಕ್ಷಣಕ್ಕೆ ಹೆಚ್ಚಿನ ಒತ್ತು ನೀಡಬೇಕು. xyxy=(504,690,606,757)
matrimony-heading: ಕುಲಾಲ ವರ xyxy=(695,971,727,982)
vadhu-title: ಬಿಲ್ಲವ, ಕ್ರಿಶ್ಚಿಯನ್, ಬಂಟ, ಕುಲಾಲ ವಧು-ವರರು xyxy=(683,880,905,896)
article-byline-horata: ರೋಹಿತ್ ಶೆಟ್ಟಿ, ಮೂಡಬಿದಿರೆ xyxy=(269,1007,346,1016)
matrimony-heading: ಬಿಲ್ಲವ ವಧು xyxy=(865,1204,899,1215)
article-body-vitla: ವಿಟ್ಲ ಕಸ್ಬಾ ಗ್ರಾಮದ ಮೇಗಿನ ಪೇಟೆಯ ರಸ್ತೆಯ ಅಂಚಿನಲ್ಲಿ ಕಸದ ರಾಶಿ ತುಂಬಿಕೊಂಡಿದ್ದು ಸಾರ್ವಜನಿಕರು ಮೂಗು ಮುಚ್ಚಿಕೊಂಡು ಓಡಾಡುವಂತಾಗಿದೆ. ಇಲ್ಲಿ ತ್ಯಾಜ್ಯ ವಿಲೇವಾರಿ ವ್ಯವಸ್ಥೆ ಇಲ್ಲದೆ ಸೊಳ್ಳೆಗಳ ಕಾಟ ಹೆಚ್ಚಿದೆ. ಸಾಂಕ್ರಾಮಿಕ ರೋಗಗಳು ಹರಡುವ ಭೀತಿ ಎದುರಾಗಿದೆ. ಗ್ರಾಮ ಪಂಚಾಯತ್ ಅಧಿಕಾರಿಗಳು ಕೂಡಲೇ ಕಸ ವಿಲೇವಾರಿ ಮಾಡಿ ಸ್ವಚ್ಛತೆ ಕಾಪಾಡಬೇಕು ಎಂದು ಸ್ಥಳೀಯರು ಒತ್ತಾಯಿಸಿದ್ದಾರೆ. xyxy=(236,498,418,546)
serial-banner xyxy=(740,104,964,228)
sms-logo: S.M.S. xyxy=(751,681,835,703)
nimmonda-address2: ಜಯಕಿರಣ ದೈನಿಕ, ಬೆಂದ್ರೆ ಹಿಲ್ಸ್, ಮಂಗಳೂರು xyxy=(280,122,394,131)
divider xyxy=(48,462,611,463)
sms-jokes-right: ಬೆಂದ್ರೆ ಪೆಟ್ರೋಲ್ ಬಂಕ್ ಹತ್ತಿರ ಕಾಫೀ-ಕಾಫಿ ಮಿ. ಬೀನ್: ಒಂದು ಕಾಫಿ ಎಷ್ಟು? ಮಾಣಿ: 10 ರೂಪಾಯಿ. ಮಿ. ಬೀನ್: ಎರಡನೇ ಕಪ್? ಮಾಣಿ: ಫ್ರೀ! ಮಿ. ಬೀನ್: ಹಾಗಾದರೆ ಎರಡನೇ ಕಪ್ ಮಾತ್ರ ಕೊಡು! ಕಣ್ಣೀರು ಯಾವುದೇ ಕಾರಣಕ್ಕೂ ಕಣ್ಣೀರಿಡಬೇಡ. ಕಣ್ಣೀರಿಗೂ ಬೆಲೆ ಇದೆ. ಕಣ್ಣೀರು ಬರುವಂತೆ ಮಾಡಿದವರ ಮುಂದೆ ನಗುತ್ತಾ ಬದುಕು! xyxy=(855,661,963,738)
matrimony-heading: ಕುಲಾಲ ವಧು xyxy=(693,1194,729,1205)
matrimony-entry: ನಾನು 31ರ ಹರೆಯದ ಬಿಲ್ಲವ ಯುವತಿ ಪಿಯುಸಿವರೆಗೆ ಓದಿದ್ದೇನೆ. ನನಗೆ 40ರ ಒಳಗಿನ ಬಿಲ್ಲವ ವರ ಇದ್ದರೆ ತಿಳಿಸಿ. xyxy=(800,1214,964,1234)
article-byline-kaladhana: ರಮೇಶ್ ಎಂ., ಅತ್ತಾವರ xyxy=(351,441,416,450)
matrimony-heading: ಕ್ರಿಶ್ಚಿಯನ್ ವರ xyxy=(863,1327,901,1338)
article-byline-media: ವಿಶ್ವನಾಥ್, ಕಲ್ಲಡ್ಕ xyxy=(368,297,416,306)
vadhu-brand: ಜಯಕಿರಣ xyxy=(824,948,866,962)
matrimony-heading: ಬಂಟ ವಧು xyxy=(696,1102,726,1113)
matrimony-entry: ನಾನು 22ರ ಹರೆಯದ ಕುಲಾಲ ಯುವತಿ. 10ನೇ ತರಗತಿವರೆಗೆ ಓದಿದ್ದೇನೆ. ನನಗೆ 30ರ ಒಳಗಿನ ಕುಲಾಲ ವರ ಇದ್ದರೆ ತಿಳಿಸಿ. xyxy=(626,1051,796,1071)
